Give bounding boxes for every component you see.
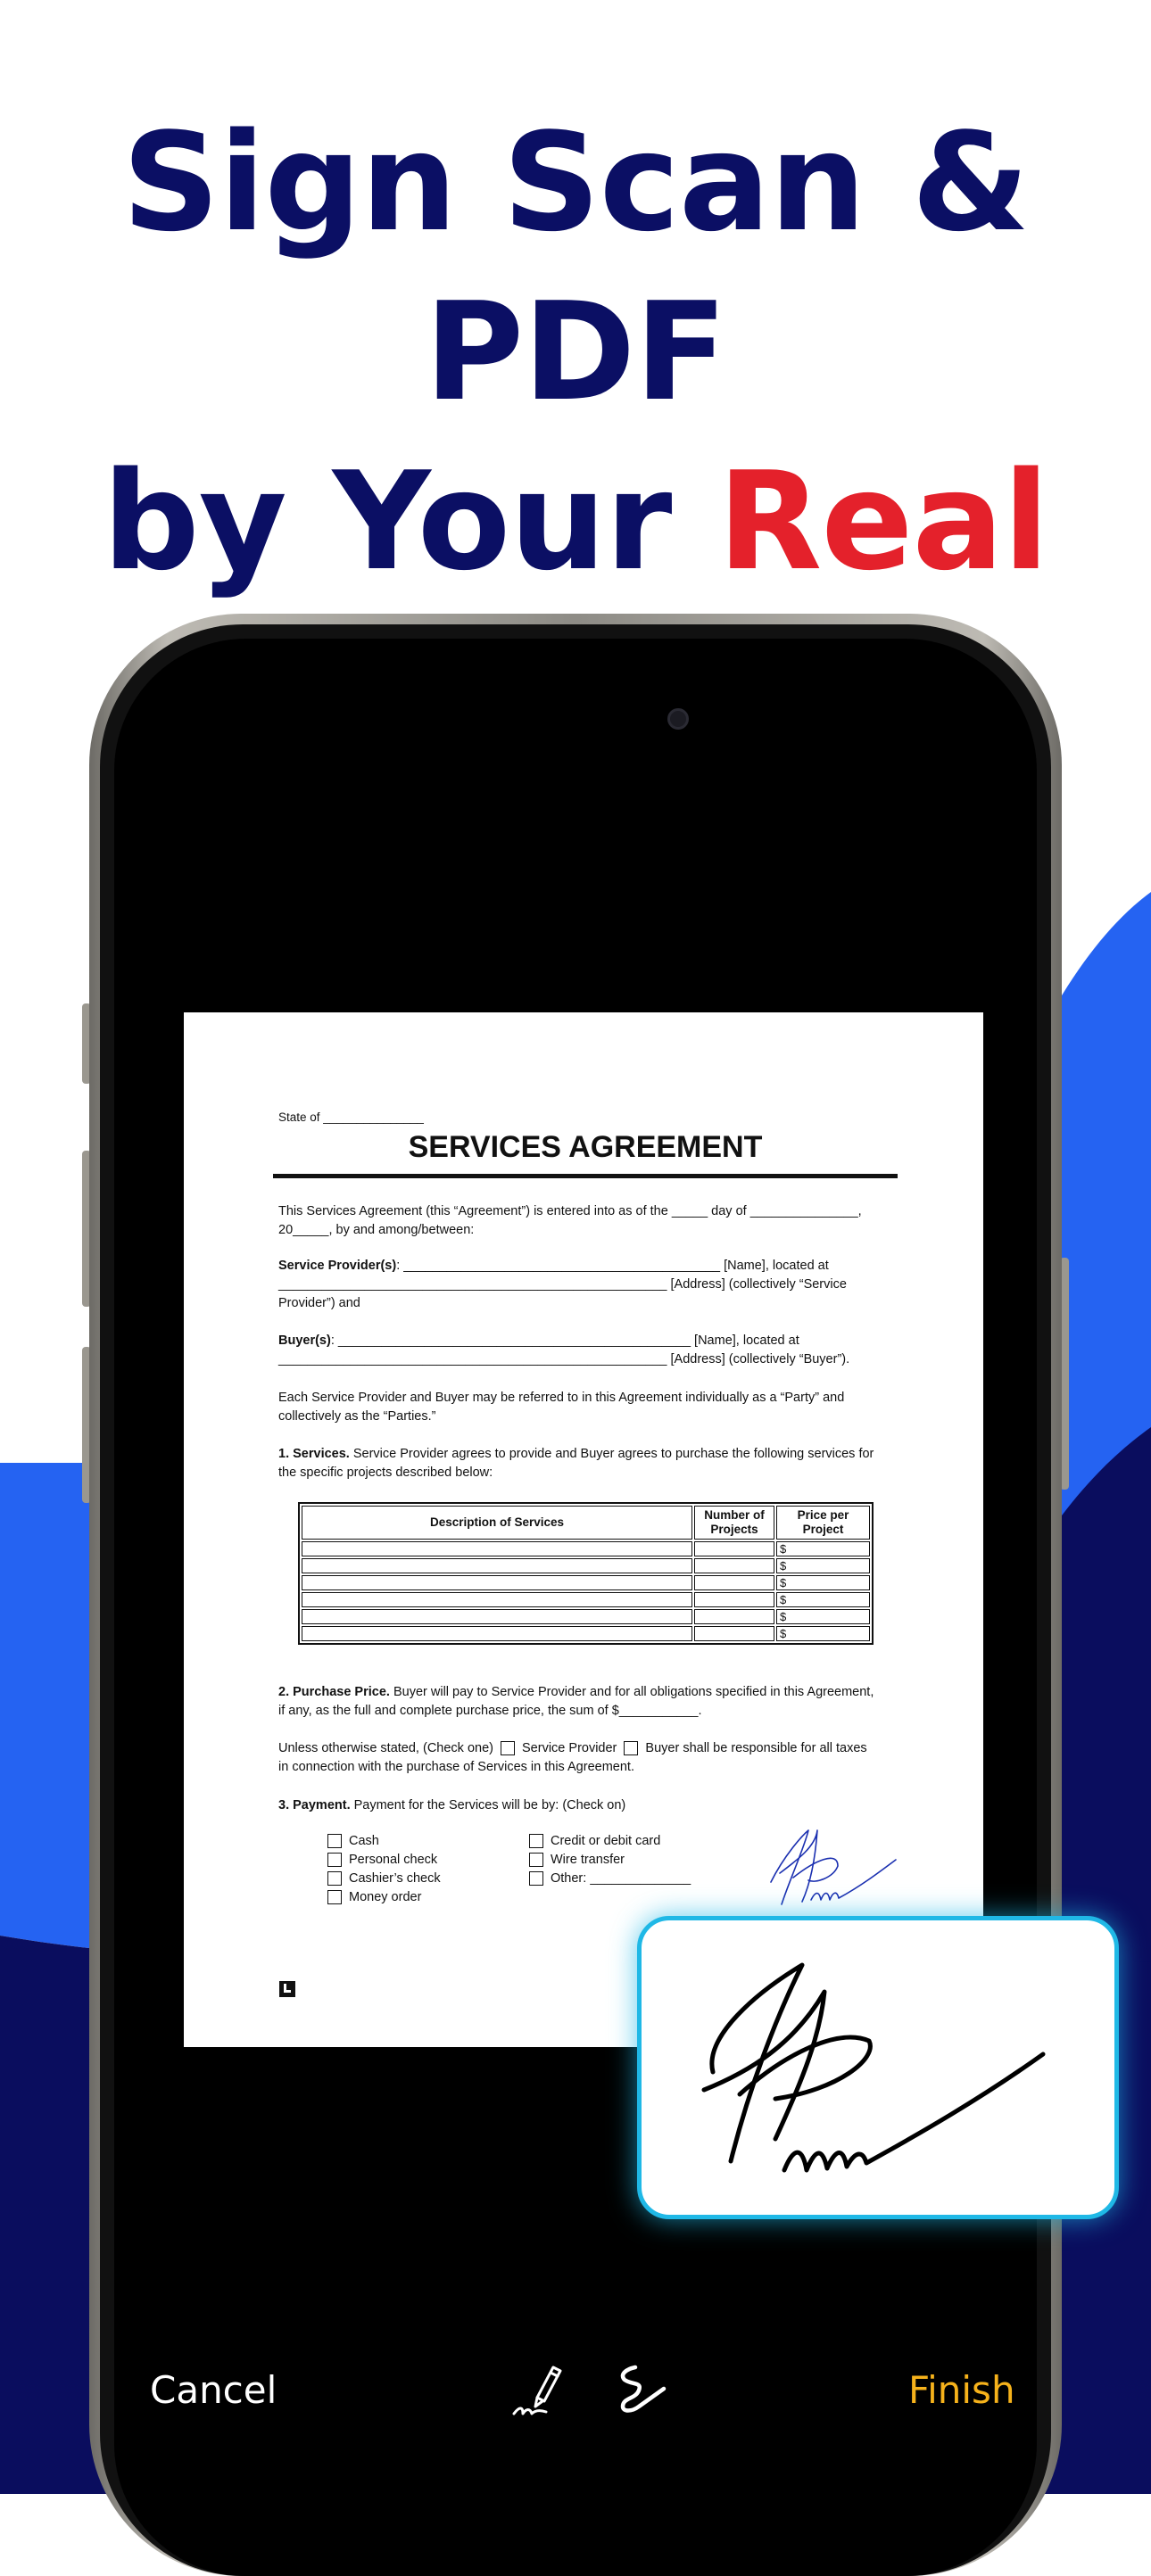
list-item (529, 1832, 691, 1851)
purchase-price-line-2: if any, as the full and complete purchase price, the sum of $___________. (278, 1704, 702, 1718)
table-cell-price: $ (776, 1609, 870, 1624)
payment-option-label: Personal check (349, 1853, 438, 1867)
payment-option-label: Cashier’s check (349, 1871, 441, 1886)
table-row (302, 1626, 870, 1641)
taxes-text-c: Buyer shall be responsible for all taxes (645, 1741, 867, 1755)
signature-drawing (677, 1938, 1079, 2197)
document-logo-icon (278, 1980, 296, 1998)
table-header-row (302, 1506, 870, 1540)
table-row (302, 1541, 870, 1556)
payment-option-label: Other: ______________ (551, 1871, 691, 1886)
taxes-line-2: in connection with the purchase of Services in this Agreement. (278, 1760, 634, 1774)
payment-option-label: Money order (349, 1890, 422, 1904)
finish-button[interactable]: Finish (908, 2368, 1015, 2412)
checkbox-credit-card[interactable] (529, 1834, 543, 1848)
parties-line-1: Each Service Provider and Buyer may be referred to in this Agreement individually as a “Party” and (278, 1391, 845, 1405)
checkbox-buyer[interactable] (624, 1741, 638, 1755)
parties-paragraph (278, 1389, 903, 1426)
signature-preview-card[interactable] (637, 1916, 1119, 2219)
pen-signature-icon[interactable] (510, 2355, 567, 2426)
list-item (529, 1870, 691, 1888)
scanned-document[interactable] (184, 1012, 983, 2047)
headline-line-2-prefix: by Your (102, 442, 718, 600)
buyer-label: Buyer(s) (278, 1333, 331, 1348)
table-cell-price: $ (776, 1558, 870, 1573)
table-cell-price: $ (776, 1541, 870, 1556)
document-title: SERVICES AGREEMENT (408, 1130, 763, 1164)
checkbox-wire-transfer[interactable] (529, 1853, 543, 1867)
table-row (302, 1592, 870, 1607)
table-header-projects-l1: Number of (704, 1508, 765, 1522)
cancel-button[interactable]: Cancel (150, 2368, 277, 2412)
payment-options-right (529, 1832, 691, 1888)
table-row (302, 1575, 870, 1590)
service-provider-line-3: Provider”) and (278, 1296, 360, 1310)
headline-line-2 (0, 437, 1151, 607)
buyer-line-2: ______________________________________________________ [Address] (collectively “Buyer”). (278, 1352, 850, 1366)
title-underline (273, 1174, 898, 1178)
payment-paragraph (278, 1796, 903, 1815)
checkbox-personal-check[interactable] (327, 1853, 342, 1867)
purchase-price-paragraph (278, 1683, 903, 1721)
parties-line-2: collectively as the “Parties.” (278, 1409, 436, 1424)
list-item (327, 1832, 441, 1851)
table-header-price-l2: Project (802, 1523, 844, 1536)
purchase-price-label: 2. Purchase Price. (278, 1685, 390, 1699)
table-cell-price: $ (776, 1626, 870, 1641)
intro-line-1: This Services Agreement (this “Agreement”) is entered into as of the _____ day of _______________, (278, 1204, 862, 1218)
checkbox-cashiers-check[interactable] (327, 1871, 342, 1886)
headline-line-1: Sign Scan & PDF (121, 103, 1030, 431)
payment-text: Payment for the Services will be by: (Check on) (350, 1798, 626, 1812)
table-header-price (776, 1506, 870, 1540)
service-provider-line-2: ______________________________________________________ [Address] (collectively “Service (278, 1277, 847, 1292)
checkbox-money-order[interactable] (327, 1890, 342, 1904)
services-line-2: the specific projects described below: (278, 1466, 493, 1480)
table-cell-price: $ (776, 1575, 870, 1590)
services-line-1: Service Provider agrees to provide and Buyer agrees to purchase the following services for (349, 1447, 874, 1461)
payment-option-label: Cash (349, 1834, 379, 1848)
freehand-draw-icon[interactable] (612, 2355, 675, 2426)
checkbox-service-provider[interactable] (501, 1741, 515, 1755)
checkbox-other[interactable] (529, 1871, 543, 1886)
state-of-line: State of _______________ (278, 1110, 424, 1124)
intro-line-2: 20_____, by and among/between: (278, 1223, 475, 1237)
table-header-projects (694, 1506, 774, 1540)
list-item (327, 1870, 441, 1888)
payment-label: 3. Payment. (278, 1798, 351, 1812)
table-row (302, 1558, 870, 1573)
intro-paragraph (278, 1202, 903, 1240)
service-provider-paragraph (278, 1257, 903, 1313)
table-header-price-l1: Price per (797, 1508, 849, 1522)
headline-highlight: Real (717, 442, 1049, 600)
taxes-paragraph (278, 1739, 903, 1777)
buyer-paragraph (278, 1332, 903, 1369)
table-header-description: Description of Services (302, 1506, 692, 1540)
service-provider-line-1: : ____________________________________________ [Name], located at (396, 1259, 829, 1273)
payment-option-label: Wire transfer (551, 1853, 625, 1867)
payment-option-label: Credit or debit card (551, 1834, 661, 1848)
buyer-line-1: : _________________________________________________ [Name], located at (330, 1333, 799, 1348)
payment-options-left (327, 1832, 441, 1907)
front-camera (667, 708, 689, 730)
service-provider-label: Service Provider(s) (278, 1259, 397, 1273)
services-paragraph (278, 1445, 903, 1482)
list-item (529, 1851, 691, 1870)
list-item (327, 1851, 441, 1870)
placed-signature[interactable] (762, 1820, 905, 1918)
checkbox-cash[interactable] (327, 1834, 342, 1848)
services-table (298, 1502, 874, 1645)
list-item (327, 1888, 441, 1907)
services-label: 1. Services. (278, 1447, 350, 1461)
table-cell-price: $ (776, 1592, 870, 1607)
taxes-text-b: Service Provider (522, 1741, 617, 1755)
purchase-price-line-1: Buyer will pay to Service Provider and for all obligations specified in this Agreement, (389, 1685, 874, 1699)
taxes-text-a: Unless otherwise stated, (Check one) (278, 1741, 493, 1755)
table-row (302, 1609, 870, 1624)
table-header-projects-l2: Projects (710, 1523, 758, 1536)
